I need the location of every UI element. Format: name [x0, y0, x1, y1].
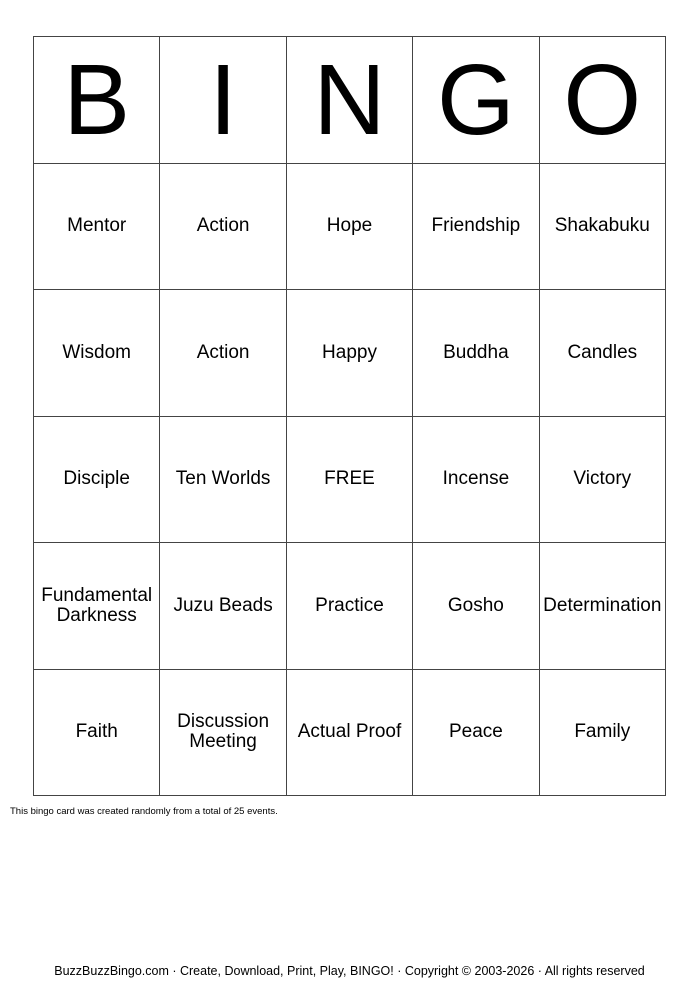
bingo-cell: Shakabuku: [540, 164, 666, 291]
header-letter-o: O: [540, 37, 666, 164]
bingo-card: [33, 36, 666, 796]
header-letter-n: N: [287, 37, 413, 164]
generation-note: This bingo card was created randomly from a total of 25 events.: [10, 806, 278, 817]
bingo-cell: Victory: [540, 417, 666, 544]
bingo-cell: Determination: [540, 543, 666, 670]
header-letter-b: B: [34, 37, 160, 164]
page-footer: BuzzBuzzBingo.com · Create, Download, Print, Play, BINGO! · Copyright © 2003-2026 · All rights reserved: [54, 964, 645, 978]
bingo-cell: Fundamental Darkness: [34, 543, 160, 670]
bingo-cell: Discussion Meeting: [160, 670, 286, 797]
bingo-cell: Juzu Beads: [160, 543, 286, 670]
bingo-cell: Ten Worlds: [160, 417, 286, 544]
bingo-cell: Hope: [287, 164, 413, 291]
bingo-cell: Actual Proof: [287, 670, 413, 797]
bingo-cell: Incense: [413, 417, 539, 544]
bingo-cell: Disciple: [34, 417, 160, 544]
bingo-cell: Faith: [34, 670, 160, 797]
bingo-cell: Peace: [413, 670, 539, 797]
bingo-cell: Action: [160, 290, 286, 417]
bingo-cell: Gosho: [413, 543, 539, 670]
bingo-cell: Wisdom: [34, 290, 160, 417]
bingo-cell: Happy: [287, 290, 413, 417]
bingo-cell: Action: [160, 164, 286, 291]
bingo-cell: Friendship: [413, 164, 539, 291]
bingo-cell: Mentor: [34, 164, 160, 291]
free-space-cell: FREE: [287, 417, 413, 544]
bingo-cell: Practice: [287, 543, 413, 670]
bingo-cell: Buddha: [413, 290, 539, 417]
bingo-cell: Family: [540, 670, 666, 797]
header-letter-i: I: [160, 37, 286, 164]
header-letter-g: G: [413, 37, 539, 164]
bingo-cell: Candles: [540, 290, 666, 417]
